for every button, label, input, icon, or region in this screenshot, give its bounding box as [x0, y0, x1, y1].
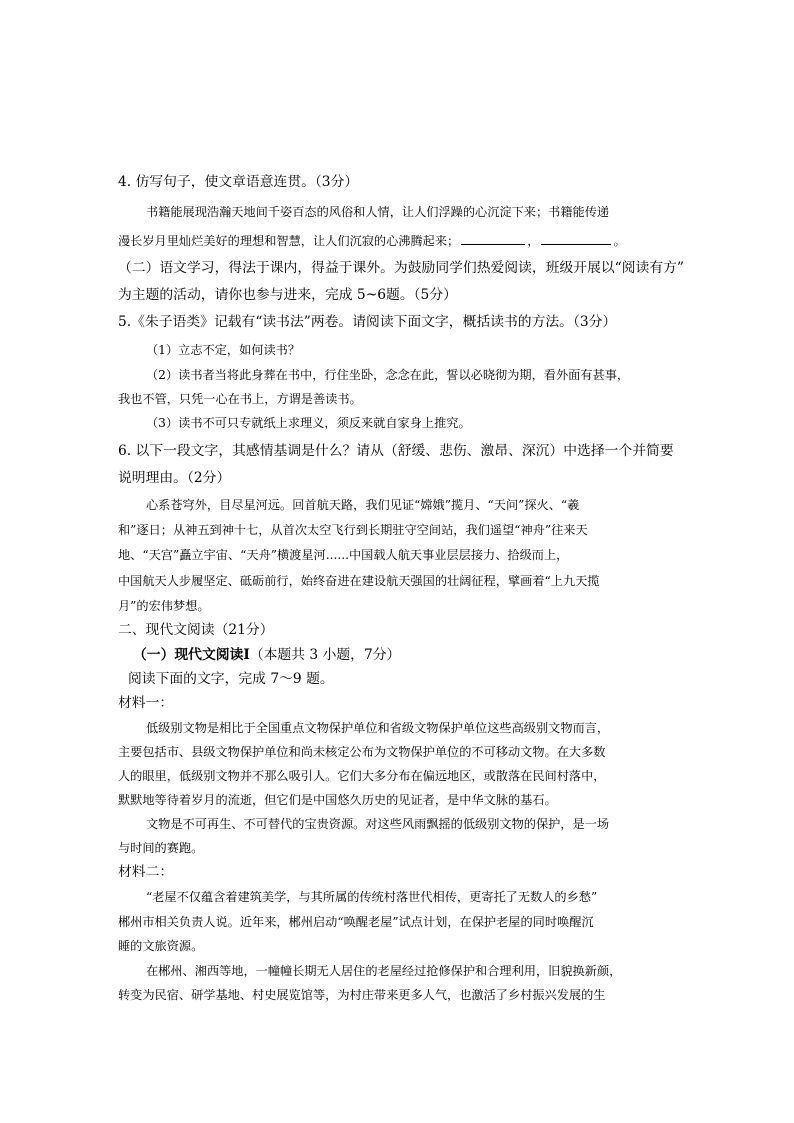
q4-line-2-text: 漫长岁月里灿烂美好的理想和智慧，让人们沉寂的心沸腾起来； [118, 234, 460, 248]
part2-sub-heading-rest: （本题共 3 小题，7分） [249, 647, 401, 663]
q6-passage-line: 地、“天宫”矗立宇宙、“天舟”横渡星河......中国载人航天事业层层接力、拾级而上， [118, 548, 569, 562]
part2-heading: 二、现代文阅读（21分） [118, 622, 274, 638]
material2-line: 郴州市相关负责人说。近年来，郴州启动“唤醒老屋”试点计划，在保护老屋的同时唤醒沉 [118, 915, 594, 929]
part2-sub-heading-bold: （一）现代文阅读Ⅰ [133, 647, 250, 663]
material1-line: 人的眼里，低级别文物并不那么吸引人。它们大多分布在偏远地区，或散落在民间村落中， [118, 769, 606, 783]
q6-passage-line: 和”逐日；从神五到神十七，从首次太空飞行到长期驻守空间站，我们遥望“神舟”往来天 [118, 523, 588, 537]
material2-line: “老屋不仅蕴含着建筑美学，与其所属的传统村落世代相传，更寄托了无数人的乡愁” [146, 890, 598, 904]
material1-line: 主要包括市、县级文物保护单位和尚未核定公布为文物保护单位的不可移动文物。在大多数 [118, 745, 606, 759]
q4-line-2 [118, 233, 626, 247]
q4-separator: ， [527, 234, 540, 248]
activity-line-2: 为主题的活动，请你也参与进来，完成 5~6题。（5分） [118, 287, 457, 303]
q5-title: 5.《朱子语类》记载有“读书法”两卷。请阅读下面文字，概括读书的方法。（3分） [118, 314, 617, 330]
material2-line: 在郴州、湘西等地，一幢幢长期无人居住的老屋经过抢修保护和合理利用，旧貌换新颜， [146, 964, 622, 978]
part2-instruction: 阅读下面的文字，完成 7～9 题。 [128, 671, 334, 687]
material2-line: 转变为民宿、研学基地、村史展览馆等，为村庄带来更多人气，也激活了乡村振兴发展的生 [118, 988, 606, 1002]
material1-label: 材料一： [118, 695, 174, 711]
q4-title: 4. 仿写句子，使文章语意连贯。（3分） [118, 174, 359, 190]
q4-answer-blank-1[interactable] [461, 233, 525, 245]
q6-passage-line: 月”的宏伟梦想。 [118, 599, 210, 613]
q6-title-line-1: 6. 以下一段文字，其感情基调是什么？请从（舒缓、悲伤、激昂、深沉）中选择一个并简要 [118, 443, 674, 459]
material1-line: 默默地等待着岁月的流逝，但它们是中国悠久历史的见证者，是中华文脉的基石。 [118, 793, 557, 807]
q4-end-mark: 。 [613, 234, 626, 248]
q4-answer-blank-2[interactable] [541, 233, 611, 245]
activity-line-1: （二）语文学习，得法于课内，得益于课外。为鼓励同学们热爱阅读，班级开展以“阅读有方” [118, 260, 684, 276]
q5-item-2-line-1: （2）读书者当将此身葬在书中，行住坐卧，念念在此，誓以必晓彻为期，看外面有甚事， [146, 368, 630, 382]
q5-item-2-line-2: 我也不管，只凭一心在书上，方谓是善读书。 [118, 392, 362, 406]
q4-line-1: 书籍能展现浩瀚天地间千姿百态的风俗和人情，让人们浮躁的心沉淀下来；书籍能传递 [146, 205, 610, 219]
material2-line: 睡的文旅资源。 [118, 939, 204, 953]
q5-item-3: （3）读书不可只专就纸上求理义，须反来就自家身上推究。 [146, 416, 471, 430]
q6-title-line-2: 说明理由。（2分） [118, 470, 231, 486]
q6-passage-line: 心系苍穹外，目尽星河远。回首航天路，我们见证“嫦娥”揽月、“天问”探火、“羲 [146, 498, 580, 512]
q5-item-1: （1）立志不定，如何读书？ [146, 343, 301, 357]
material1-line: 文物是不可再生、不可替代的宝贵资源。对这些风雨飘摇的低级别文物的保护，是一场 [146, 817, 610, 831]
part2-sub-heading [133, 649, 400, 663]
material2-label: 材料二： [118, 864, 174, 880]
material1-line: 与时间的赛跑。 [118, 841, 204, 855]
material1-line: 低级别文物是相比于全国重点文物保护单位和省级文物保护单位这些高级别文物而言， [146, 721, 610, 735]
q6-passage-line: 中国航天人步履坚定、砥砺前行，始终奋进在建设航天强国的壮阔征程，擘画着“上九天揽 [118, 574, 600, 588]
